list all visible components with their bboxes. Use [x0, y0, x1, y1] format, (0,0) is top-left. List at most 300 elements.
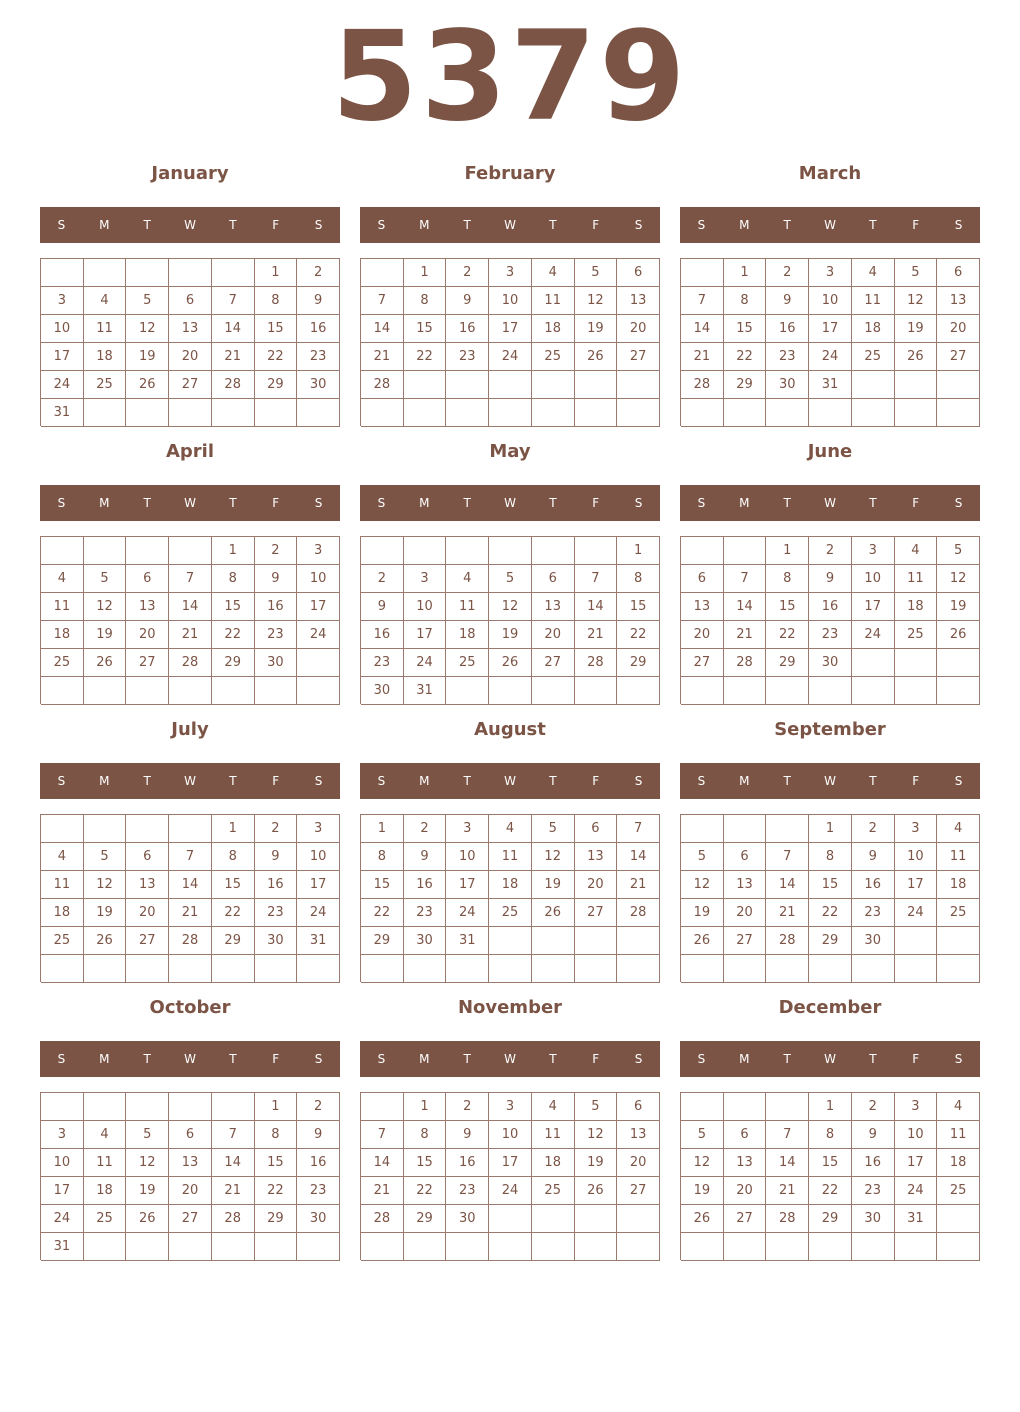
weekday-label: F	[592, 218, 600, 232]
day-cell: 12	[937, 565, 980, 593]
day-cell: 24	[297, 899, 340, 927]
day-cell: 13	[575, 843, 618, 871]
day-cell	[575, 677, 618, 705]
day-cell: 29	[809, 927, 852, 955]
day-cell	[169, 815, 212, 843]
month-name: October	[149, 997, 231, 1018]
weekday-label: S	[314, 1052, 323, 1066]
weekday-label: T	[783, 496, 791, 510]
weekday-label: M	[419, 774, 430, 788]
day-cell: 25	[84, 371, 127, 399]
day-cell: 18	[84, 1177, 127, 1205]
day-cell: 7	[617, 815, 660, 843]
day-cell	[895, 677, 938, 705]
day-cell: 6	[126, 565, 169, 593]
day-cell	[361, 399, 404, 427]
day-cell: 17	[446, 871, 489, 899]
days-grid	[360, 814, 660, 982]
day-cell: 3	[297, 537, 340, 565]
day-cell: 16	[766, 315, 809, 343]
day-cell: 9	[255, 565, 298, 593]
day-cell: 2	[297, 1093, 340, 1121]
day-cell: 8	[809, 843, 852, 871]
day-cell	[169, 259, 212, 287]
day-cell	[724, 815, 767, 843]
day-cell	[212, 1093, 255, 1121]
day-cell	[809, 1233, 852, 1261]
day-cell: 18	[84, 343, 127, 371]
day-cell: 8	[404, 1121, 447, 1149]
day-cell: 4	[84, 1121, 127, 1149]
day-cell	[41, 259, 84, 287]
day-cell: 6	[532, 565, 575, 593]
weekday-label: T	[463, 774, 471, 788]
day-cell: 10	[297, 565, 340, 593]
day-cell: 11	[852, 287, 895, 315]
days-grid	[680, 1092, 980, 1260]
day-cell: 6	[724, 843, 767, 871]
day-cell: 5	[575, 259, 618, 287]
day-cell: 11	[532, 1121, 575, 1149]
day-cell	[681, 955, 724, 983]
weekday-header	[40, 207, 340, 243]
day-cell: 8	[766, 565, 809, 593]
day-cell: 14	[617, 843, 660, 871]
weekday-label: T	[549, 1052, 557, 1066]
day-cell: 27	[126, 649, 169, 677]
day-cell	[681, 399, 724, 427]
weekday-label: T	[143, 218, 151, 232]
day-cell: 11	[895, 565, 938, 593]
weekday-label: S	[954, 1052, 963, 1066]
day-cell: 17	[41, 1177, 84, 1205]
day-cell: 2	[809, 537, 852, 565]
day-cell: 2	[297, 259, 340, 287]
day-cell: 26	[532, 899, 575, 927]
day-cell: 31	[809, 371, 852, 399]
day-cell: 30	[809, 649, 852, 677]
day-cell: 12	[126, 315, 169, 343]
day-cell: 25	[489, 899, 532, 927]
day-cell: 28	[212, 1205, 255, 1233]
day-cell: 11	[937, 1121, 980, 1149]
day-cell: 4	[446, 565, 489, 593]
day-cell	[84, 815, 127, 843]
day-cell	[446, 1233, 489, 1261]
day-cell: 15	[724, 315, 767, 343]
day-cell: 24	[489, 343, 532, 371]
day-cell: 7	[212, 287, 255, 315]
day-cell: 22	[809, 1177, 852, 1205]
day-cell: 4	[937, 815, 980, 843]
day-cell: 20	[681, 621, 724, 649]
weekday-label: W	[824, 496, 836, 510]
day-cell	[212, 1233, 255, 1261]
day-cell	[937, 955, 980, 983]
weekday-label: M	[419, 218, 430, 232]
day-cell: 25	[532, 1177, 575, 1205]
weekday-label: M	[419, 496, 430, 510]
day-cell: 30	[852, 1205, 895, 1233]
day-cell: 1	[404, 1093, 447, 1121]
month-name: November	[457, 997, 563, 1018]
day-cell	[489, 537, 532, 565]
day-cell	[895, 955, 938, 983]
day-cell	[681, 1093, 724, 1121]
day-cell: 20	[126, 621, 169, 649]
day-cell: 7	[766, 1121, 809, 1149]
day-cell	[446, 955, 489, 983]
day-cell: 10	[41, 1149, 84, 1177]
day-cell: 30	[766, 371, 809, 399]
day-cell: 26	[937, 621, 980, 649]
day-cell	[937, 1205, 980, 1233]
day-cell: 11	[84, 1149, 127, 1177]
day-cell	[255, 399, 298, 427]
year-title: 5379	[331, 5, 689, 149]
weekday-label: T	[143, 1052, 151, 1066]
day-cell: 12	[84, 871, 127, 899]
day-cell: 7	[212, 1121, 255, 1149]
day-cell: 19	[681, 1177, 724, 1205]
day-cell	[297, 399, 340, 427]
day-cell: 21	[212, 343, 255, 371]
day-cell: 24	[489, 1177, 532, 1205]
days-grid	[680, 814, 980, 982]
day-cell	[937, 677, 980, 705]
day-cell: 4	[532, 259, 575, 287]
day-cell: 26	[84, 649, 127, 677]
day-cell	[575, 1205, 618, 1233]
day-cell: 22	[617, 621, 660, 649]
day-cell	[532, 399, 575, 427]
weekday-label: F	[912, 218, 920, 232]
day-cell	[126, 259, 169, 287]
day-cell: 22	[361, 899, 404, 927]
month-name: September	[774, 719, 886, 740]
day-cell: 9	[446, 287, 489, 315]
day-cell: 11	[532, 287, 575, 315]
day-cell: 29	[255, 1205, 298, 1233]
weekday-label: S	[57, 218, 66, 232]
day-cell	[126, 955, 169, 983]
day-cell: 19	[126, 1177, 169, 1205]
day-cell	[489, 1233, 532, 1261]
day-cell: 10	[446, 843, 489, 871]
day-cell	[937, 371, 980, 399]
day-cell	[404, 537, 447, 565]
weekday-header	[680, 1041, 980, 1077]
day-cell	[575, 927, 618, 955]
day-cell: 2	[361, 565, 404, 593]
day-cell: 1	[361, 815, 404, 843]
day-cell: 5	[895, 259, 938, 287]
day-cell	[895, 1233, 938, 1261]
day-cell	[532, 955, 575, 983]
day-cell: 23	[255, 621, 298, 649]
day-cell	[41, 955, 84, 983]
day-cell: 2	[852, 815, 895, 843]
day-cell	[255, 955, 298, 983]
day-cell: 5	[681, 843, 724, 871]
day-cell: 18	[895, 593, 938, 621]
day-cell	[255, 677, 298, 705]
day-cell	[766, 815, 809, 843]
weekday-label: W	[184, 218, 196, 232]
day-cell	[937, 399, 980, 427]
weekday-header	[680, 207, 980, 243]
day-cell: 12	[575, 287, 618, 315]
day-cell: 25	[937, 899, 980, 927]
day-cell: 14	[681, 315, 724, 343]
day-cell: 14	[766, 1149, 809, 1177]
day-cell: 18	[937, 1149, 980, 1177]
day-cell: 19	[489, 621, 532, 649]
day-cell: 7	[575, 565, 618, 593]
weekday-label: W	[504, 496, 516, 510]
weekday-header	[360, 1041, 660, 1077]
day-cell: 13	[126, 871, 169, 899]
weekday-label: F	[592, 496, 600, 510]
day-cell: 15	[255, 1149, 298, 1177]
day-cell	[575, 399, 618, 427]
day-cell: 30	[297, 371, 340, 399]
day-cell	[126, 1093, 169, 1121]
weekday-label: W	[824, 774, 836, 788]
day-cell	[766, 955, 809, 983]
weekday-label: S	[954, 774, 963, 788]
day-cell	[489, 927, 532, 955]
weekday-label: W	[824, 1052, 836, 1066]
weekday-label: M	[739, 1052, 750, 1066]
day-cell	[532, 1205, 575, 1233]
weekday-label: S	[954, 218, 963, 232]
day-cell: 9	[852, 1121, 895, 1149]
day-cell	[852, 371, 895, 399]
day-cell: 10	[489, 287, 532, 315]
day-cell: 17	[895, 1149, 938, 1177]
day-cell: 26	[575, 1177, 618, 1205]
day-cell	[681, 815, 724, 843]
weekday-label: F	[592, 774, 600, 788]
weekday-header	[680, 485, 980, 521]
day-cell: 20	[532, 621, 575, 649]
day-cell: 5	[126, 1121, 169, 1149]
day-cell: 23	[255, 899, 298, 927]
weekday-label: T	[869, 496, 877, 510]
day-cell: 21	[361, 343, 404, 371]
day-cell: 26	[681, 1205, 724, 1233]
day-cell	[617, 1233, 660, 1261]
day-cell: 17	[489, 315, 532, 343]
day-cell: 24	[41, 1205, 84, 1233]
day-cell	[361, 537, 404, 565]
day-cell	[404, 371, 447, 399]
day-cell: 15	[212, 593, 255, 621]
day-cell	[446, 537, 489, 565]
day-cell	[489, 677, 532, 705]
month-name: June	[807, 441, 853, 462]
day-cell: 1	[809, 815, 852, 843]
day-cell	[937, 1233, 980, 1261]
day-cell	[532, 537, 575, 565]
weekday-label: S	[634, 774, 643, 788]
day-cell: 1	[212, 815, 255, 843]
day-cell	[84, 1093, 127, 1121]
day-cell	[809, 955, 852, 983]
day-cell: 5	[532, 815, 575, 843]
day-cell: 28	[766, 1205, 809, 1233]
day-cell: 22	[724, 343, 767, 371]
day-cell: 23	[766, 343, 809, 371]
day-cell: 9	[404, 843, 447, 871]
day-cell: 21	[681, 343, 724, 371]
day-cell: 23	[361, 649, 404, 677]
day-cell: 21	[766, 899, 809, 927]
day-cell	[169, 399, 212, 427]
day-cell: 1	[255, 1093, 298, 1121]
day-cell: 23	[809, 621, 852, 649]
weekday-header	[360, 485, 660, 521]
day-cell: 19	[84, 621, 127, 649]
day-cell: 20	[724, 1177, 767, 1205]
day-cell: 22	[809, 899, 852, 927]
day-cell: 24	[446, 899, 489, 927]
day-cell	[126, 537, 169, 565]
day-cell: 15	[617, 593, 660, 621]
day-cell	[404, 399, 447, 427]
day-cell	[489, 371, 532, 399]
day-cell: 10	[895, 843, 938, 871]
day-cell	[809, 399, 852, 427]
day-cell: 7	[361, 287, 404, 315]
day-cell: 21	[361, 1177, 404, 1205]
day-cell: 27	[937, 343, 980, 371]
weekday-label: W	[504, 1052, 516, 1066]
day-cell: 17	[489, 1149, 532, 1177]
day-cell: 11	[446, 593, 489, 621]
day-cell: 6	[169, 287, 212, 315]
weekday-label: F	[912, 496, 920, 510]
weekday-label: T	[549, 774, 557, 788]
weekday-label: M	[739, 218, 750, 232]
day-cell: 12	[489, 593, 532, 621]
weekday-label: M	[99, 774, 110, 788]
day-cell: 19	[895, 315, 938, 343]
day-cell: 4	[489, 815, 532, 843]
day-cell: 11	[937, 843, 980, 871]
month-name: April	[165, 441, 215, 462]
day-cell: 24	[41, 371, 84, 399]
day-cell: 24	[895, 899, 938, 927]
day-cell: 7	[681, 287, 724, 315]
day-cell: 16	[255, 593, 298, 621]
day-cell	[575, 371, 618, 399]
weekday-label: S	[57, 496, 66, 510]
day-cell	[489, 955, 532, 983]
day-cell	[937, 649, 980, 677]
day-cell	[126, 677, 169, 705]
day-cell: 25	[41, 927, 84, 955]
day-cell: 31	[297, 927, 340, 955]
weekday-label: T	[549, 496, 557, 510]
day-cell: 21	[617, 871, 660, 899]
day-cell	[852, 649, 895, 677]
day-cell: 6	[724, 1121, 767, 1149]
day-cell: 20	[575, 871, 618, 899]
day-cell: 22	[212, 621, 255, 649]
day-cell	[41, 677, 84, 705]
day-cell: 9	[297, 1121, 340, 1149]
day-cell: 17	[297, 871, 340, 899]
day-cell	[724, 537, 767, 565]
weekday-header	[360, 763, 660, 799]
day-cell: 28	[169, 649, 212, 677]
day-cell: 16	[852, 871, 895, 899]
day-cell: 14	[212, 1149, 255, 1177]
day-cell: 5	[84, 565, 127, 593]
day-cell: 6	[937, 259, 980, 287]
day-cell: 15	[809, 1149, 852, 1177]
weekday-label: F	[272, 774, 280, 788]
day-cell: 7	[766, 843, 809, 871]
day-cell	[617, 677, 660, 705]
day-cell	[446, 399, 489, 427]
days-grid	[680, 536, 980, 704]
day-cell: 29	[212, 927, 255, 955]
day-cell: 29	[212, 649, 255, 677]
day-cell: 21	[169, 621, 212, 649]
day-cell	[724, 399, 767, 427]
day-cell	[41, 1093, 84, 1121]
day-cell: 16	[809, 593, 852, 621]
weekday-label: M	[99, 496, 110, 510]
day-cell	[297, 649, 340, 677]
weekday-header	[680, 763, 980, 799]
day-cell: 5	[575, 1093, 618, 1121]
day-cell: 20	[617, 315, 660, 343]
day-cell: 19	[532, 871, 575, 899]
day-cell	[212, 955, 255, 983]
weekday-label: S	[377, 1052, 386, 1066]
day-cell: 31	[404, 677, 447, 705]
day-cell: 3	[446, 815, 489, 843]
day-cell	[212, 259, 255, 287]
day-cell: 3	[404, 565, 447, 593]
day-cell: 16	[361, 621, 404, 649]
day-cell: 4	[84, 287, 127, 315]
day-cell: 20	[724, 899, 767, 927]
day-cell: 23	[446, 343, 489, 371]
day-cell: 4	[41, 565, 84, 593]
day-cell: 8	[617, 565, 660, 593]
day-cell: 9	[446, 1121, 489, 1149]
day-cell: 27	[169, 371, 212, 399]
day-cell	[724, 955, 767, 983]
day-cell	[126, 815, 169, 843]
weekday-label: S	[634, 496, 643, 510]
day-cell	[852, 677, 895, 705]
weekday-label: T	[229, 1052, 237, 1066]
month-name: August	[474, 719, 546, 740]
day-cell	[532, 927, 575, 955]
day-cell	[766, 399, 809, 427]
day-cell: 8	[809, 1121, 852, 1149]
day-cell: 23	[297, 1177, 340, 1205]
day-cell: 15	[255, 315, 298, 343]
weekday-label: T	[229, 774, 237, 788]
day-cell: 12	[895, 287, 938, 315]
